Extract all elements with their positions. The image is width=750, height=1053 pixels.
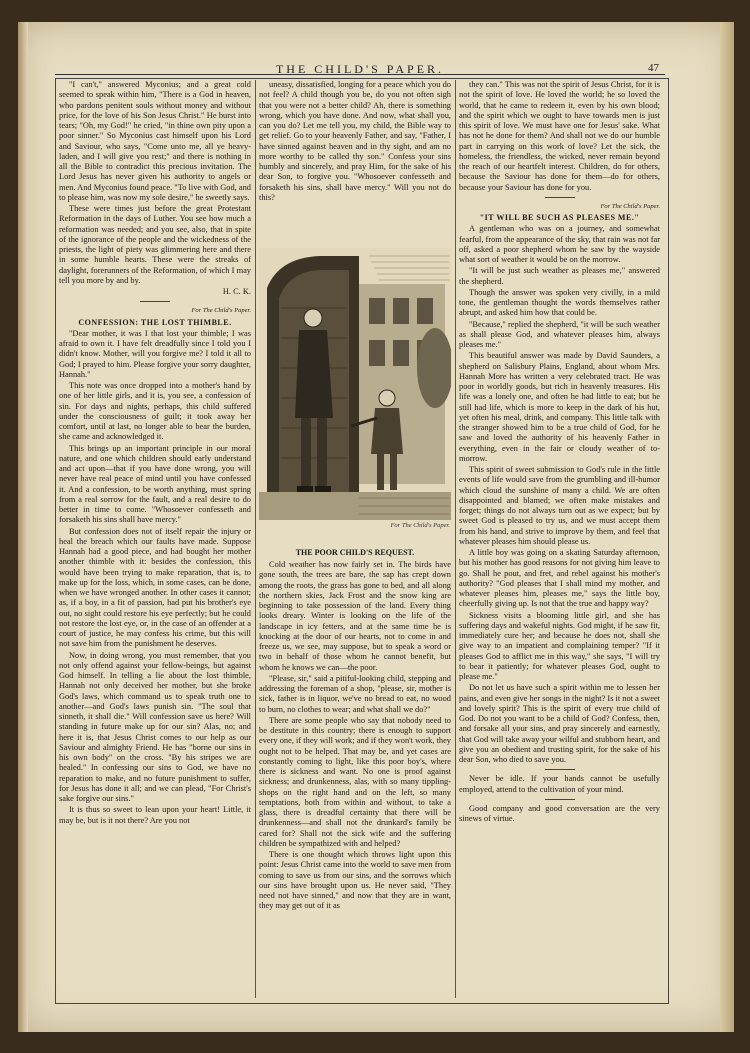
engraving-illustration [259,248,451,520]
page-fore-edge [720,22,734,1032]
source-credit: For The Child's Paper. [600,202,660,210]
running-header [55,40,665,75]
paragraph: But confession does not of itself repair the injury or heal the breach which our faults have made. Suppose Hannah had a good piece, and had bought her mother another thimble with it: besides the confession, this would have been trying to make reparation, that is, to make up for the loss, which, in some cases, can be done, when we have wronged another. In other cases it cannot; as, if a boy, in a fit of passion, had put his brother's eye out, no sight could restore his eye perfectly; but he could not restore the lost eye, or, in the case of an offender at a court of justice, he may confess his crime, but this will not save him from the punishment he deserves. [59,526,251,649]
article-heading: THE POOR CHILD'S REQUEST. [295,548,415,557]
paragraph: "It will be just such weather as pleases me," answered the shepherd. [459,266,660,286]
source-credit: For The Child's Paper. [191,307,251,315]
column-2-bottom [259,560,451,1000]
article-heading: "IT WILL BE SUCH AS PLEASES ME." [479,213,640,222]
column-1 [59,80,251,1000]
illustration-credit: For The Child's Paper. [390,522,450,529]
paragraph: "Please, sir," said a pitiful-looking child, stepping and addressing the foreman of a shop, "please, sir, mother is sick, father is in liquor, we've no bread to eat, no wood to burn, no clothes to wear; and what shall we do?" [259,673,451,714]
paragraph: This beautiful answer was made by David Saunders, a shepherd on Salisbury Plains, England, about whom Mrs. Hannah More has written a very celebrated tract. He was poor in worldly goods, but rich in heavenly treasures. His life was a lonely one, and often he had little to eat; but he still had life, which is more to keep in the dark of his hut, yet often his meal, drink, and company. This little talk with the stranger showed him to be a true child of God, for he saw and loved the authority of his heavenly Father in everything, even in the fair or cloudy weather of to-morrow. [459,351,660,463]
paragraph: "I can't," answered Myconius; and a great cold seemed to speak within him, "There is a God in heaven, who pardons penitent souls without money and without price, for the love of his Son Jesus Christ." He burst into tears; "Oh, my God!" he cried, "in thine own pity upon a poor sinner." So Myconius cast himself upon his Lord and Saviour, who says, "Come unto me, all ye heavy-laden, and I will give you rest;" and there is nothing in all the Bible to contradict this precious invitation. The Lord Jesus has never given his authority to angels or men. And Myconius found peace. "To live with God, and to please him, was now my sole desire," he sweetly says. [59,80,251,202]
page-number: 47 [648,62,659,74]
paragraph: "Because," replied the shepherd, "it will be such weather as shall please God, and whatever pleases him, always pleases me." [459,319,660,349]
paragraph: Though the answer was spoken very civilly, in a mild tone, the gentleman thought the words themselves rather abrupt, and asked him how that could be. [459,287,660,318]
paragraph: This brings up an important principle in our moral nature, and one which children should early understand and act upon—that if you have done wrong, you will never have real peace of mind until you have confessed it. And a confession, to be worth anything, must spring from a real sorrow for the fault, and a real desire to do better in time to come. "Whosoever confesseth and forsaketh his sins shall have mercy." [59,443,251,525]
paragraph: Good company and good conversation are the very sinews of virtue. [459,803,660,823]
paragraph: they can." This was not the spirit of Jesus Christ, for it is not the spirit of love. He loved the world; he so loved the world, that he came to redeem it, even by his own blood; and the spirit which we ought to have towards men is just this spirit of love. We must have one for Jesus' sake. What has not he done for them? And shall not we do our humble part in carrying on this work of love? Let the sick, the homeless, the friendless, the wicked, never remain beyond the reach of our heartfelt interest. Children, do for others, because the Saviour has done for them—do for others, because your Saviour has done for you. [459,80,660,192]
column-3 [459,80,660,1000]
article-heading: CONFESSION: THE LOST THIMBLE. [78,317,232,327]
paragraph: A little boy was going on a skating Saturday afternoon, but his mother has good reasons for not giving him leave to go. Shall he pout, and fret, and rebel against his mother's authority? "God pleases that I shall mind my mother, and whatever pleases him, pleases me," says the little boy, cheerfully giving up. Is not that the true and happy way? [459,548,660,609]
column-rule-2 [455,80,456,998]
paragraph: Do not let us have such a spirit within me to lessen her pains, and even give her songs in the night? Is it not a sweet and lovely spirit? This is the spirit of every true child of God. Do not you want to be a child of God? Confess, then, and forsake all your sins, and pray sincerely and earnestly, that God will take away your wilful and stubborn heart, and give you an obedient and trusting spirit, for the sake of his dear Son, who died to save you. [459,683,660,764]
paragraph: This spirit of sweet submission to God's rule in the little events of life would save from the grumbling and ill-humor which cloud the sunshine of many a child. We are often disappointed and blamed; we often make mistakes and forget; things do not always turn out as we expect; but by sweet God is pleased to try us, and we must accept them from his hand, and strive to improve by them, and feel that whatever pleases him should please us. [459,465,660,546]
paragraph: It is thus so sweet to lean upon your heart! Little, it may be, but is it not there? Are you not [59,805,251,825]
column-rule-1 [255,80,256,998]
paragraph: This note was once dropped into a mother's hand by one of her little girls, and it is, you see, a confession of sin. For days and nights, perhaps, this child suffered under the consciousness of guilt; it took away her comfort, until at last, no longer able to bear the burden, she came and acknowledged it. [59,381,251,442]
paragraph: Never be idle. If your hands cannot be usefully employed, attend to the cultivation of your mind. [459,774,660,794]
page-title: THE CHILD'S PAPER. [275,62,445,76]
page-gutter-shadow [18,22,28,1032]
divider [545,799,575,800]
paragraph: A gentleman who was on a journey, and somewhat fearful, from the appearance of the sky, that rain was not far off, asked a poor shepherd whom he saw by the wayside what sort of weather it would be on the morrow. [459,224,660,264]
divider [140,301,170,302]
paragraph: There is one thought which throws light upon this point: Jesus Christ came into the world to save men from coming to save us from our sins, and the sorrows which our sins have brought upon us. He never said, "They need not have sinned," and now that they are in want, they may get out of it as [259,850,451,911]
paragraph: Sickness visits a blooming little girl, and she has suffering days and wakeful nights. God might, if he saw fit, immediately cure her; and because he does not, shall she give way to an impatient and complaining temper? "If it pleases God to afflict me in this way," she says, "I will try to bear it patiently; for whatever pleases God, ought to please me." [459,610,660,681]
paragraph: Cold weather has now fairly set in. The birds have gone south, the trees are bare, the sap has crept down among the roots, the grass has gone to bed, and all along the northern skies, Jack Frost and the snow king are beginning to take possession of the land. Every thing looks dreary. Winter is looking on the life of the landscape in icy fetters, and at the same time he is knocking at the door of our hearts, not to come in and freeze us, we see, may suppose, but to speak a word or two in behalf of those whom he cannot benefit, but whom he knows we can—the poor. [259,560,451,672]
column-2-top [259,80,451,245]
paragraph: uneasy, dissatisfied, longing for a peace which you do not feel? A child though you be, do you not often sigh that you were not a better child? Ah, there is something wrong, which you have done. And now, what shall you, can you do? Let me tell you, my child, the Bible way to get relief. Go to your heavenly Father, and say, "Father, I have sinned against heaven and in thy sight, and am no more worthy to be called thy son." Confess your sins humbly and sincerely, and pray Him, for the sake of his dear Son, to forgive you. "Whosoever confesseth and forsaketh his sins, shall have mercy." Will you not do this? [259,80,451,202]
divider [545,769,575,770]
paragraph: These were times just before the great Protestant Reformation in the days of Luther. You see how much a reformation was needed; and you see, also, that in spite of the ignorance of the people and the wickedness of the priests, the light of piety was glimmering here and there in some humble hearts. These were the streaks of daylight, forerunners of the Reformation, of which I may tell you more by and by. [59,204,251,285]
divider [545,197,575,198]
paragraph: Now, in doing wrong, you must remember, that you not only offend against your fellow-beings, but against God himself. In telling a lie about the lost thimble, Hannah not only deceived her mother, but she broke God's laws, which command us to speak truth one to another—and God's laws punish sin. "The soul that sinneth, it shall die." Will confession save us here? Will standing in future make up for our sin? Alas, no; and here it is, that Jesus Christ comes to our help as our Saviour and almighty Friend. He has "borne our sins in his own body" on the cross. "By his stripes we are healed." In confessing our sins to God, we have no reparation to make, and no future punishment to suffer, for Jesus has done it all; and we can plead, "For Christ's sake forgive our sins." [59,650,251,803]
paragraph: "Dear mother, it was I that lost your thimble; I was afraid to own it. I have felt dreadfully since I told you I didn't know. Mother, will you forgive me? I told it all to God; I prayed to him. Please forgive your sorry daughter, Hannah." [59,328,251,379]
author-signature: H. C. K. [222,287,251,296]
paragraph: There are some people who say that nobody need to be destitute in this country; there is enough to support every one, if they will work; and if they won't work, they ought not to be helped. That may be, and yet cases are constantly coming to light, like this poor boy's, where there is sickness and want. No one is proof against sickness; and drunkenness, alas, with so many tippling-shops on the right hand and on the left, so many temptations, both from within and without, to take a glass, there is dreadful certainty that there will be drunkenness—and shall not the drunkard's family be cared for? Shall not the sick wife and the suffering children be sympathized with and helped? [259,715,451,848]
